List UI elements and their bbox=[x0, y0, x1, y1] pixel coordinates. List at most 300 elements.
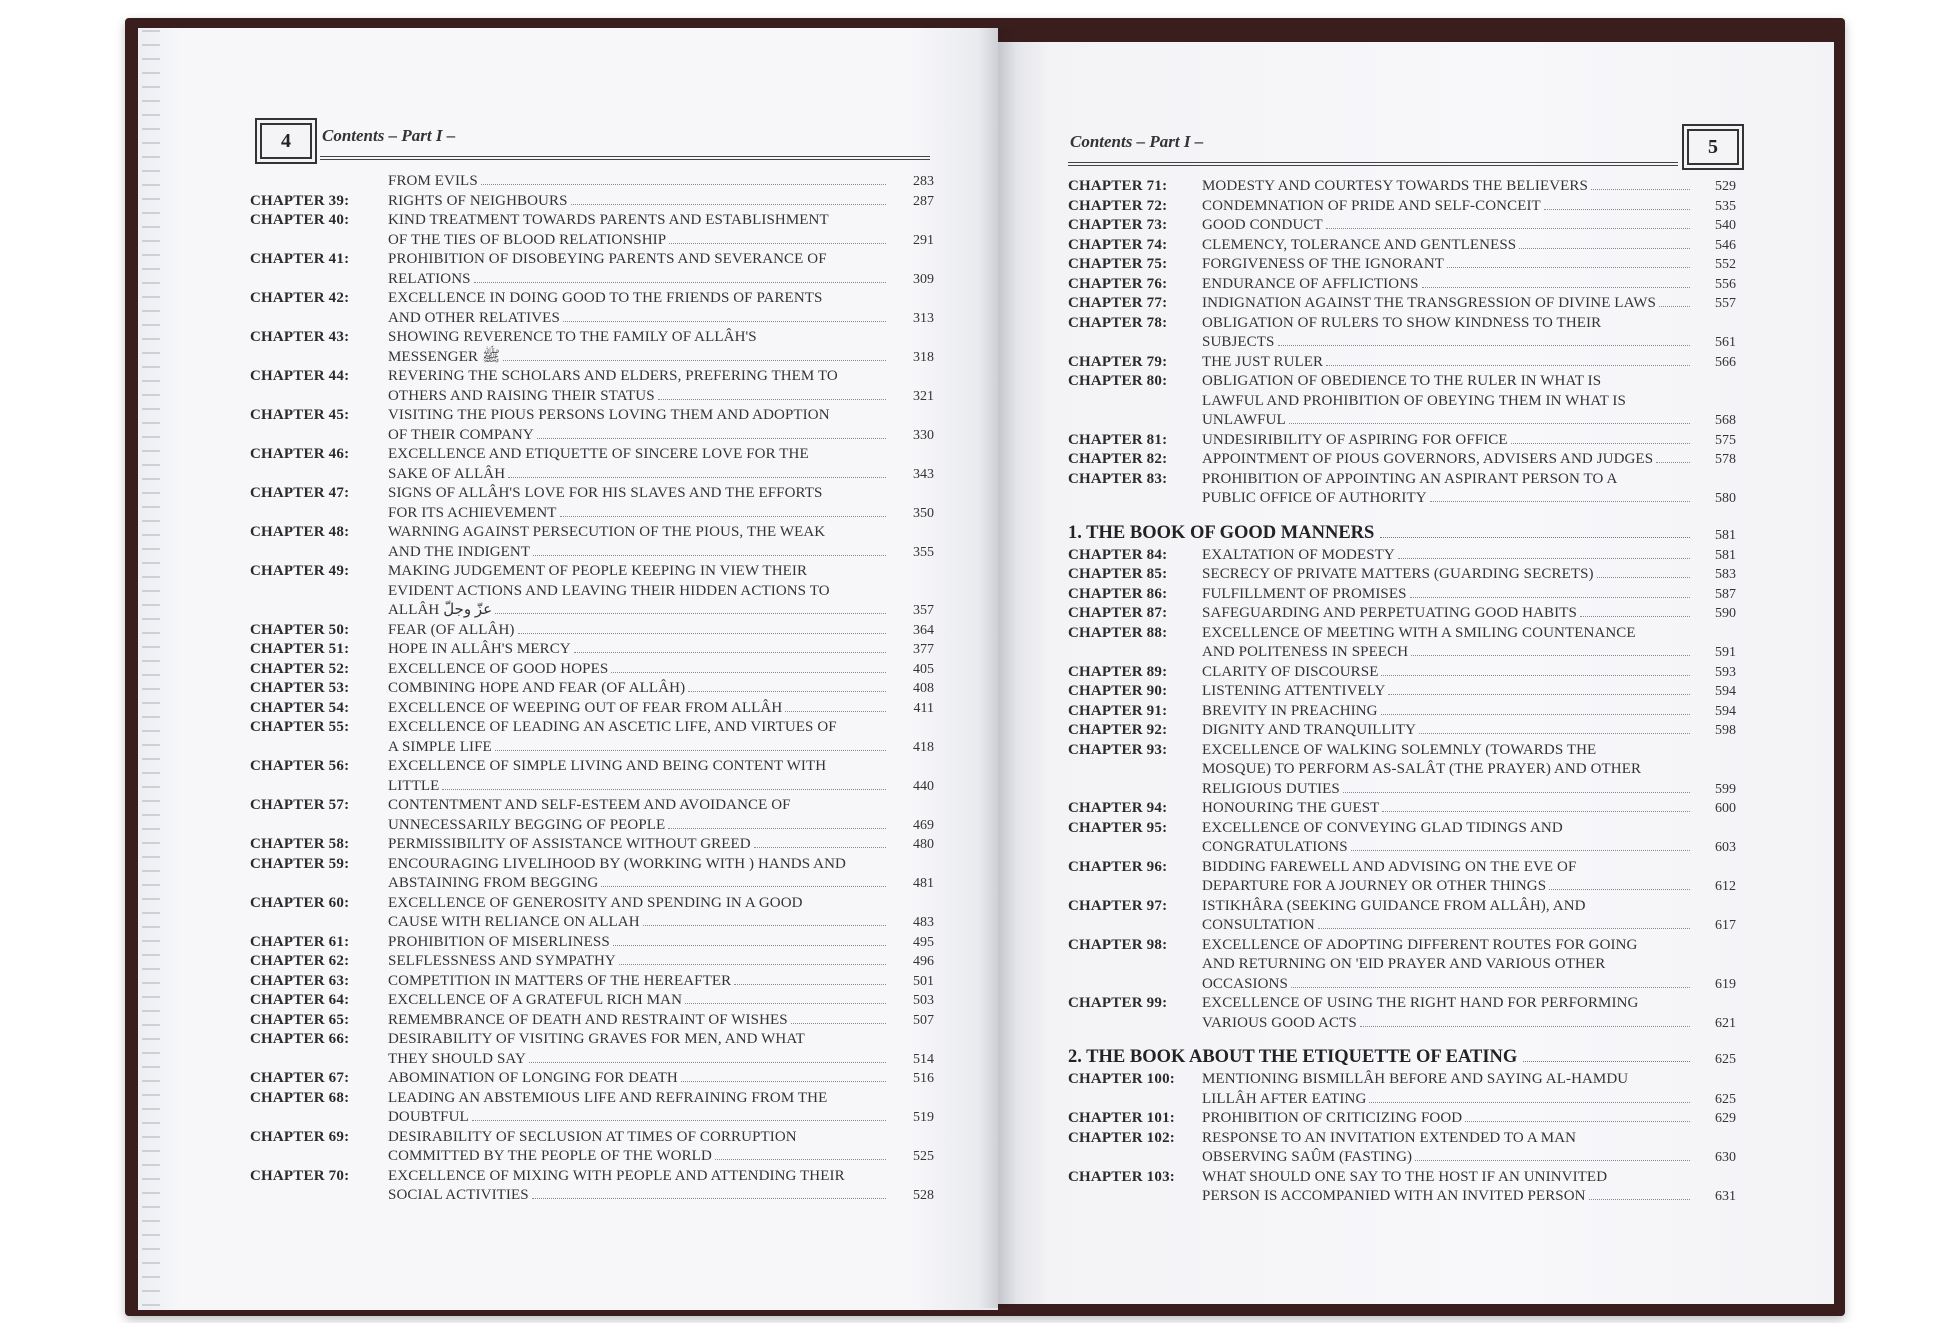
chapter-title-line: FOR ITS ACHIEVEMENT bbox=[388, 504, 557, 521]
chapter-title-line: EXCELLENCE OF GOOD HOPES bbox=[388, 660, 609, 677]
chapter-title-line: UNLAWFUL bbox=[1202, 412, 1286, 428]
toc-entry[interactable] bbox=[1068, 994, 1736, 1033]
page-ref: 495 bbox=[913, 934, 934, 950]
dot-leader bbox=[1289, 423, 1690, 424]
chapter-label: CHAPTER 45: bbox=[250, 407, 350, 423]
toc-entry[interactable] bbox=[250, 1011, 934, 1031]
chapter-label: CHAPTER 53: bbox=[250, 680, 350, 696]
right-page-number: 5 bbox=[1687, 129, 1739, 165]
page-ref: 591 bbox=[1715, 645, 1736, 660]
toc-entry[interactable] bbox=[250, 192, 934, 212]
dot-leader bbox=[1291, 987, 1690, 988]
chapter-title-line: MESSENGER ﷺ bbox=[388, 348, 501, 365]
chapter-label: CHAPTER 47: bbox=[250, 485, 350, 501]
chapter-title-line: SOCIAL ACTIVITIES bbox=[388, 1187, 529, 1203]
dot-leader bbox=[685, 1003, 886, 1004]
chapter-title-line: BIDDING FAREWELL AND ADVISING ON THE EVE OF bbox=[1202, 858, 1577, 875]
chapter-label: CHAPTER 90: bbox=[1068, 683, 1168, 699]
page-ref: 377 bbox=[913, 642, 934, 657]
toc-entry[interactable] bbox=[1068, 897, 1736, 936]
page-ref: 594 bbox=[1715, 684, 1736, 699]
dot-leader bbox=[1597, 577, 1690, 578]
chapter-title-line: CLARITY OF DISCOURSE bbox=[1202, 663, 1379, 680]
toc-entry[interactable] bbox=[250, 894, 934, 933]
chapter-title-line: PROHIBITION OF APPOINTING AN ASPIRANT PERSON TO A bbox=[1202, 470, 1618, 487]
toc-entry[interactable] bbox=[250, 621, 934, 641]
chapter-title-line: THEY SHOULD SAY bbox=[388, 1050, 526, 1067]
chapter-title-line: EXCELLENCE IN DOING GOOD TO THE FRIENDS OF PARENTS bbox=[388, 290, 823, 306]
dot-leader bbox=[1511, 443, 1690, 444]
chapter-title-line: PERSON IS ACCOMPANIED WITH AN INVITED PERSON bbox=[1202, 1188, 1586, 1204]
dot-leader bbox=[613, 945, 886, 946]
page-ref: 594 bbox=[1715, 703, 1736, 719]
chapter-label: CHAPTER 77: bbox=[1068, 295, 1168, 311]
page-ref: 535 bbox=[1715, 198, 1736, 214]
toc-entry[interactable] bbox=[1068, 275, 1736, 295]
page-ref: 405 bbox=[913, 661, 934, 677]
page-ref: 483 bbox=[913, 915, 934, 930]
chapter-label: CHAPTER 85: bbox=[1068, 566, 1168, 582]
chapter-title-line: VARIOUS GOOD ACTS bbox=[1202, 1014, 1357, 1031]
toc-entry[interactable] bbox=[1068, 604, 1736, 624]
chapter-label: CHAPTER 41: bbox=[250, 251, 350, 267]
chapter-title-line: WARNING AGAINST PERSECUTION OF THE PIOUS, THE WEAK bbox=[388, 524, 826, 540]
chapter-label: CHAPTER 93: bbox=[1068, 741, 1168, 758]
left-header-rule bbox=[320, 156, 930, 160]
dot-leader bbox=[560, 516, 886, 517]
chapter-title-line: REVERING THE SCHOLARS AND ELDERS, PREFERING THEM TO bbox=[388, 368, 838, 384]
toc-entry[interactable] bbox=[250, 1167, 934, 1206]
page-ref: 330 bbox=[913, 427, 934, 443]
toc-entry[interactable] bbox=[1068, 1109, 1736, 1129]
chapter-title-line: MAKING JUDGEMENT OF PEOPLE KEEPING IN VIEW THEIR bbox=[388, 563, 808, 579]
toc-entry[interactable] bbox=[1068, 1168, 1736, 1207]
chapter-title-line: DESIRABILITY OF VISITING GRAVES FOR MEN, AND WHAT bbox=[388, 1031, 805, 1047]
dot-leader bbox=[601, 886, 886, 887]
chapter-title-line: EXCELLENCE AND ETIQUETTE OF SINCERE LOVE FOR THE bbox=[388, 446, 809, 462]
chapter-label: CHAPTER 49: bbox=[250, 563, 350, 579]
page-ref: 581 bbox=[1715, 527, 1736, 543]
toc-entry[interactable] bbox=[250, 289, 934, 328]
toc-entry[interactable] bbox=[1068, 1070, 1736, 1109]
dot-leader bbox=[563, 321, 886, 322]
chapter-label: CHAPTER 62: bbox=[250, 953, 350, 969]
toc-entry[interactable] bbox=[1068, 819, 1736, 858]
toc-entry[interactable] bbox=[1068, 431, 1736, 451]
dot-leader bbox=[669, 243, 886, 244]
chapter-label: CHAPTER 51: bbox=[250, 641, 350, 657]
chapter-title-line: PUBLIC OFFICE OF AUTHORITY bbox=[1202, 490, 1427, 506]
dot-leader bbox=[1326, 365, 1690, 366]
dot-leader bbox=[1544, 209, 1690, 210]
toc-entry[interactable] bbox=[1068, 702, 1736, 722]
toc-entry[interactable] bbox=[250, 991, 934, 1011]
chapter-title-line: RELATIONS bbox=[388, 270, 471, 287]
chapter-label: CHAPTER 42: bbox=[250, 290, 350, 306]
chapter-title-line: SIGNS OF ALLÂH'S LOVE FOR HIS SLAVES AND THE EFFORTS bbox=[388, 485, 823, 501]
chapter-title-line: EXCELLENCE OF WEEPING OUT OF FEAR FROM ALLÂH bbox=[388, 699, 783, 716]
toc-entry[interactable] bbox=[250, 367, 934, 406]
toc-entry[interactable] bbox=[250, 718, 934, 757]
chapter-label: CHAPTER 98: bbox=[1068, 936, 1168, 953]
toc-entry[interactable] bbox=[250, 445, 934, 484]
chapter-title-line: OBLIGATION OF OBEDIENCE TO THE RULER IN WHAT IS bbox=[1202, 373, 1602, 389]
page-ref: 357 bbox=[913, 603, 934, 618]
toc-entry[interactable] bbox=[1068, 197, 1736, 217]
chapter-title-line: VISITING THE PIOUS PERSONS LOVING THEM AND ADOPTION bbox=[388, 407, 830, 423]
page-ref: 581 bbox=[1715, 547, 1736, 563]
dot-leader bbox=[574, 652, 886, 653]
chapter-title-line: OF THE TIES OF BLOOD RELATIONSHIP bbox=[388, 231, 667, 248]
page-ref: 350 bbox=[913, 505, 934, 521]
book-heading-title: 1. THE BOOK OF GOOD MANNERS bbox=[1068, 522, 1375, 543]
dot-leader bbox=[643, 925, 886, 926]
toc-entry[interactable] bbox=[250, 796, 934, 835]
chapter-title-line: EXCELLENCE OF GENEROSITY AND SPENDING IN A GOOD bbox=[388, 894, 803, 911]
chapter-title-line: PROHIBITION OF CRITICIZING FOOD bbox=[1202, 1110, 1463, 1126]
chapter-title-line: SECRECY OF PRIVATE MATTERS (GUARDING SECRETS) bbox=[1202, 566, 1594, 582]
chapter-label: CHAPTER 97: bbox=[1068, 897, 1168, 914]
dot-leader bbox=[1381, 714, 1690, 715]
toc-entry[interactable] bbox=[250, 933, 934, 953]
page-ref: 631 bbox=[1715, 1189, 1736, 1204]
chapter-title-line: SUBJECTS bbox=[1202, 334, 1275, 350]
chapter-title-line: ENCOURAGING LIVELIHOOD BY (WORKING WITH ) HANDS AND bbox=[388, 855, 846, 872]
page-ref: 313 bbox=[913, 310, 934, 326]
toc-entry[interactable] bbox=[250, 211, 934, 250]
toc-entry[interactable] bbox=[250, 1089, 934, 1128]
dot-leader bbox=[1381, 675, 1690, 676]
dot-leader bbox=[571, 204, 886, 205]
dot-leader bbox=[1422, 287, 1690, 288]
toc-entry[interactable] bbox=[250, 855, 934, 894]
chapter-label: CHAPTER 70: bbox=[250, 1167, 350, 1184]
toc-entry[interactable] bbox=[1068, 255, 1736, 275]
dot-leader bbox=[1549, 889, 1690, 890]
chapter-title-line: PROHIBITION OF MISERLINESS bbox=[388, 933, 610, 950]
chapter-label: CHAPTER 89: bbox=[1068, 663, 1168, 680]
page-ref: 557 bbox=[1715, 296, 1736, 311]
page-ref: 418 bbox=[913, 739, 934, 755]
dot-leader bbox=[791, 1023, 886, 1024]
chapter-title-line: OTHERS AND RAISING THEIR STATUS bbox=[388, 387, 655, 404]
chapter-title-line: LEADING AN ABSTEMIOUS LIFE AND REFRAINING FROM THE bbox=[388, 1089, 828, 1106]
toc-entry[interactable] bbox=[250, 484, 934, 523]
dot-leader bbox=[754, 847, 886, 848]
chapter-label: CHAPTER 57: bbox=[250, 797, 350, 813]
toc-entry[interactable] bbox=[250, 660, 934, 680]
chapter-title-line: MOSQUE) TO PERFORM AS-SALÂT (THE PRAYER) AND OTHER bbox=[1202, 761, 1642, 777]
chapter-title-line: CONDEMNATION OF PRIDE AND SELF-CONCEIT bbox=[1202, 197, 1541, 214]
toc-entry[interactable] bbox=[1068, 177, 1736, 197]
chapter-label: CHAPTER 84: bbox=[1068, 546, 1168, 563]
chapter-title-line: LITTLE bbox=[388, 777, 440, 794]
chapter-title-line: SAFEGUARDING AND PERPETUATING GOOD HABITS bbox=[1202, 605, 1577, 621]
toc-entry[interactable] bbox=[1068, 236, 1736, 256]
chapter-title-line: RIGHTS OF NEIGHBOURS bbox=[388, 192, 568, 209]
dot-leader bbox=[1589, 1199, 1690, 1200]
right-header-title: Contents – Part I – bbox=[1070, 132, 1204, 151]
toc-entry[interactable] bbox=[1068, 546, 1736, 566]
chapter-title-line: HOPE IN ALLÂH'S MERCY bbox=[388, 641, 571, 657]
chapter-label: CHAPTER 96: bbox=[1068, 858, 1168, 875]
dot-leader bbox=[688, 691, 886, 692]
chapter-title-line: HONOURING THE GUEST bbox=[1202, 800, 1380, 816]
chapter-title-line: CONGRATULATIONS bbox=[1202, 839, 1348, 855]
page-ref: 283 bbox=[913, 174, 934, 189]
chapter-label: CHAPTER 103: bbox=[1068, 1168, 1175, 1185]
dot-leader bbox=[611, 672, 886, 673]
toc-entry[interactable] bbox=[250, 250, 934, 289]
chapter-title-line: REMEMBRANCE OF DEATH AND RESTRAINT OF WISHES bbox=[388, 1011, 788, 1028]
toc-entry[interactable] bbox=[250, 172, 934, 192]
chapter-label: CHAPTER 92: bbox=[1068, 722, 1168, 738]
dot-leader bbox=[503, 360, 886, 361]
chapter-label: CHAPTER 87: bbox=[1068, 605, 1168, 621]
page-ref: 309 bbox=[913, 271, 934, 287]
dot-leader bbox=[474, 282, 886, 283]
chapter-title-line: KIND TREATMENT TOWARDS PARENTS AND ESTABLISHMENT bbox=[388, 212, 829, 228]
binding-stitch bbox=[142, 30, 160, 1306]
page-ref: 603 bbox=[1715, 840, 1736, 855]
chapter-title-line: DESIRABILITY OF SECLUSION AT TIMES OF CORRUPTION bbox=[388, 1128, 797, 1145]
toc-entry[interactable] bbox=[250, 1128, 934, 1167]
chapter-title-line: WHAT SHOULD ONE SAY TO THE HOST IF AN UNINVITED bbox=[1202, 1168, 1608, 1185]
left-header-title: Contents – Part I – bbox=[322, 126, 456, 145]
page-ref: 469 bbox=[913, 817, 934, 833]
toc-entry[interactable] bbox=[1068, 294, 1736, 314]
chapter-title-line: RESPONSE TO AN INVITATION EXTENDED TO A MAN bbox=[1202, 1129, 1577, 1146]
toc-entry[interactable] bbox=[250, 972, 934, 992]
page-ref: 519 bbox=[913, 1110, 934, 1125]
page-ref: 625 bbox=[1715, 1052, 1736, 1067]
toc-entry[interactable] bbox=[1068, 314, 1736, 353]
chapter-title-line: SAKE OF ALLÂH bbox=[388, 465, 506, 482]
page-ref: 575 bbox=[1715, 432, 1736, 448]
chapter-title-line: MENTIONING BISMILLÂH BEFORE AND SAYING AL-HAMDU bbox=[1202, 1071, 1629, 1087]
dot-leader bbox=[533, 555, 886, 556]
dot-leader bbox=[734, 984, 886, 985]
toc-entry[interactable] bbox=[1068, 682, 1736, 702]
page-ref: 583 bbox=[1715, 567, 1736, 582]
chapter-title-line: PERMISSIBILITY OF ASSISTANCE WITHOUT GREED bbox=[388, 836, 751, 852]
chapter-title-line: FEAR (OF ALLÂH) bbox=[388, 621, 515, 638]
chapter-title-line: ENDURANCE OF AFFLICTIONS bbox=[1202, 275, 1419, 292]
book-heading[interactable] bbox=[1068, 523, 1736, 544]
chapter-title-line: DIGNITY AND TRANQUILLITY bbox=[1202, 722, 1417, 738]
dot-leader bbox=[532, 1198, 886, 1199]
toc-entry[interactable] bbox=[1068, 450, 1736, 470]
dot-leader bbox=[715, 1159, 886, 1160]
dot-leader bbox=[1465, 1121, 1690, 1122]
dot-leader bbox=[1380, 537, 1690, 538]
chapter-title-line: EXCELLENCE OF WALKING SOLEMNLY (TOWARDS THE bbox=[1202, 741, 1597, 758]
page-ref: 528 bbox=[913, 1188, 934, 1203]
chapter-label: CHAPTER 94: bbox=[1068, 800, 1168, 816]
chapter-title-line: COMBINING HOPE AND FEAR (OF ALLÂH) bbox=[388, 680, 686, 696]
page-ref: 514 bbox=[913, 1051, 934, 1067]
toc-entry[interactable] bbox=[1068, 372, 1736, 431]
toc-entry[interactable] bbox=[250, 757, 934, 796]
page-ref: 343 bbox=[913, 466, 934, 482]
chapter-title-line: SHOWING REVERENCE TO THE FAMILY OF ALLÂH'S bbox=[388, 329, 757, 345]
chapter-label: CHAPTER 102: bbox=[1068, 1129, 1175, 1146]
chapter-label: CHAPTER 91: bbox=[1068, 702, 1168, 719]
page-ref: 364 bbox=[913, 622, 934, 638]
chapter-label: CHAPTER 80: bbox=[1068, 373, 1168, 389]
toc-entry[interactable] bbox=[250, 1069, 934, 1089]
dot-leader bbox=[1343, 792, 1690, 793]
toc-entry[interactable] bbox=[250, 679, 934, 699]
chapter-label: CHAPTER 68: bbox=[250, 1089, 350, 1106]
chapter-title-line: COMPETITION IN MATTERS OF THE HEREAFTER bbox=[388, 972, 732, 989]
book-heading-title: 2. THE BOOK ABOUT THE ETIQUETTE OF EATING bbox=[1068, 1047, 1518, 1067]
page-ref: 481 bbox=[913, 876, 934, 891]
dot-leader bbox=[495, 750, 886, 751]
page-ref: 617 bbox=[1715, 918, 1736, 933]
page-ref: 556 bbox=[1715, 276, 1736, 292]
dot-leader bbox=[1318, 928, 1690, 929]
chapter-title-line: EXCELLENCE OF ADOPTING DIFFERENT ROUTES FOR GOING bbox=[1202, 936, 1638, 953]
toc-entry[interactable] bbox=[250, 523, 934, 562]
dot-leader bbox=[1411, 655, 1690, 656]
page-ref: 291 bbox=[913, 232, 934, 248]
toc-entry[interactable] bbox=[250, 406, 934, 445]
dot-leader bbox=[1382, 811, 1690, 812]
toc-entry[interactable] bbox=[250, 835, 934, 855]
toc-entry[interactable] bbox=[1068, 799, 1736, 819]
chapter-title-line: RELIGIOUS DUTIES bbox=[1202, 780, 1340, 797]
left-page-number-box bbox=[255, 118, 317, 164]
chapter-label: CHAPTER 83: bbox=[1068, 470, 1168, 487]
chapter-title-line: DEPARTURE FOR A JOURNEY OR OTHER THINGS bbox=[1202, 878, 1547, 894]
chapter-title-line: OCCASIONS bbox=[1202, 975, 1288, 992]
chapter-title-line: LILLÂH AFTER EATING bbox=[1202, 1090, 1367, 1107]
chapter-label: CHAPTER 54: bbox=[250, 699, 350, 716]
chapter-title-line: LISTENING ATTENTIVELY bbox=[1202, 683, 1386, 699]
chapter-title-line: AND RETURNING ON 'EID PRAYER AND VARIOUS OTHER bbox=[1202, 956, 1606, 972]
chapter-label: CHAPTER 73: bbox=[1068, 217, 1168, 233]
chapter-title-line: CAUSE WITH RELIANCE ON ALLAH bbox=[388, 914, 640, 930]
chapter-title-line: EVIDENT ACTIONS AND LEAVING THEIR HIDDEN ACTIONS TO bbox=[388, 582, 830, 599]
chapter-title-line: EXCELLENCE OF CONVEYING GLAD TIDINGS AND bbox=[1202, 819, 1563, 836]
chapter-title-line: EXALTATION OF MODESTY bbox=[1202, 546, 1395, 563]
right-page-number-box bbox=[1682, 124, 1744, 170]
page-ref: 599 bbox=[1715, 781, 1736, 797]
toc-entry[interactable] bbox=[1068, 741, 1736, 800]
page-ref: 355 bbox=[913, 544, 934, 560]
toc-entry[interactable] bbox=[1068, 721, 1736, 741]
chapter-label: CHAPTER 88: bbox=[1068, 624, 1168, 641]
page-ref: 525 bbox=[913, 1149, 934, 1164]
chapter-label: CHAPTER 100: bbox=[1068, 1071, 1175, 1087]
page-ref: 503 bbox=[913, 993, 934, 1008]
chapter-title-line: SELFLESSNESS AND SYMPATHY bbox=[388, 953, 616, 969]
chapter-title-line: AND OTHER RELATIVES bbox=[388, 309, 560, 326]
toc-entry[interactable] bbox=[1068, 663, 1736, 683]
dot-leader bbox=[1430, 501, 1690, 502]
chapter-title-line: OF THEIR COMPANY bbox=[388, 426, 534, 443]
page-ref: 287 bbox=[913, 193, 934, 209]
chapter-title-line: MODESTY AND COURTESY TOWARDS THE BELIEVERS bbox=[1202, 178, 1588, 194]
chapter-title-line: ABSTAINING FROM BEGGING bbox=[388, 875, 599, 891]
page-ref: 587 bbox=[1715, 586, 1736, 602]
dot-leader bbox=[1360, 1026, 1690, 1027]
page-ref: 600 bbox=[1715, 801, 1736, 816]
book-heading[interactable] bbox=[1068, 1047, 1736, 1068]
toc-entry[interactable] bbox=[250, 562, 934, 621]
toc-entry[interactable] bbox=[250, 1030, 934, 1069]
dot-leader bbox=[658, 399, 886, 400]
dot-leader bbox=[495, 613, 886, 614]
toc-entry[interactable] bbox=[1068, 470, 1736, 509]
chapter-title-line: FROM EVILS bbox=[388, 173, 478, 189]
toc-entry[interactable] bbox=[250, 699, 934, 719]
chapter-label: CHAPTER 61: bbox=[250, 933, 350, 950]
chapter-label: CHAPTER 75: bbox=[1068, 256, 1168, 272]
toc-entry[interactable] bbox=[1068, 858, 1736, 897]
chapter-title-line: ALLÂH عزّ وجلّ bbox=[388, 602, 493, 618]
toc-entry[interactable] bbox=[1068, 565, 1736, 585]
toc-entry[interactable] bbox=[250, 952, 934, 972]
chapter-title-line: CONSULTATION bbox=[1202, 917, 1315, 933]
chapter-label: CHAPTER 48: bbox=[250, 524, 350, 540]
page-ref: 540 bbox=[1715, 218, 1736, 233]
toc-entry[interactable] bbox=[1068, 936, 1736, 995]
dot-leader bbox=[1410, 597, 1690, 598]
chapter-title-line: CONTENTMENT AND SELF-ESTEEM AND AVOIDANCE OF bbox=[388, 797, 791, 813]
toc-entry[interactable] bbox=[250, 640, 934, 660]
chapter-label: CHAPTER 63: bbox=[250, 972, 350, 989]
left-toc bbox=[250, 172, 934, 1206]
chapter-title-line: EXCELLENCE OF MIXING WITH PEOPLE AND ATTENDING THEIR bbox=[388, 1167, 845, 1184]
dot-leader bbox=[1369, 1102, 1690, 1103]
right-header-rule bbox=[1068, 162, 1678, 166]
toc-entry[interactable] bbox=[1068, 585, 1736, 605]
dot-leader bbox=[619, 964, 886, 965]
chapter-label: CHAPTER 55: bbox=[250, 719, 350, 735]
page-ref: 578 bbox=[1715, 452, 1736, 467]
page-ref: 593 bbox=[1715, 664, 1736, 680]
dot-leader bbox=[1388, 694, 1690, 695]
chapter-label: CHAPTER 67: bbox=[250, 1070, 350, 1086]
chapter-title-line: UNNECESSARILY BEGGING OF PEOPLE bbox=[388, 816, 666, 833]
page-ref: 568 bbox=[1715, 413, 1736, 428]
toc-entry[interactable] bbox=[1068, 1129, 1736, 1168]
dot-leader bbox=[537, 438, 886, 439]
chapter-title-line: THE JUST RULER bbox=[1202, 353, 1324, 370]
dot-leader bbox=[1591, 189, 1690, 190]
chapter-title-line: DOUBTFUL bbox=[388, 1109, 469, 1125]
page-ref: 480 bbox=[913, 837, 934, 852]
dot-leader bbox=[681, 1081, 886, 1082]
spine-shadow bbox=[978, 28, 1018, 1308]
page-ref: 318 bbox=[913, 349, 934, 365]
chapter-title-line: LAWFUL AND PROHIBITION OF OBEYING THEM IN WHAT IS bbox=[1202, 392, 1626, 409]
page-ref: 621 bbox=[1715, 1015, 1736, 1031]
page-ref: 612 bbox=[1715, 879, 1736, 894]
page-ref: 501 bbox=[913, 973, 934, 989]
page-ref: 411 bbox=[913, 700, 934, 716]
toc-entry[interactable] bbox=[1068, 216, 1736, 236]
page-ref: 552 bbox=[1715, 257, 1736, 272]
chapter-label: CHAPTER 58: bbox=[250, 836, 350, 852]
toc-entry[interactable] bbox=[250, 328, 934, 367]
toc-entry[interactable] bbox=[1068, 353, 1736, 373]
dot-leader bbox=[1326, 228, 1690, 229]
chapter-title-line: AND POLITENESS IN SPEECH bbox=[1202, 644, 1409, 660]
toc-entry[interactable] bbox=[1068, 624, 1736, 663]
